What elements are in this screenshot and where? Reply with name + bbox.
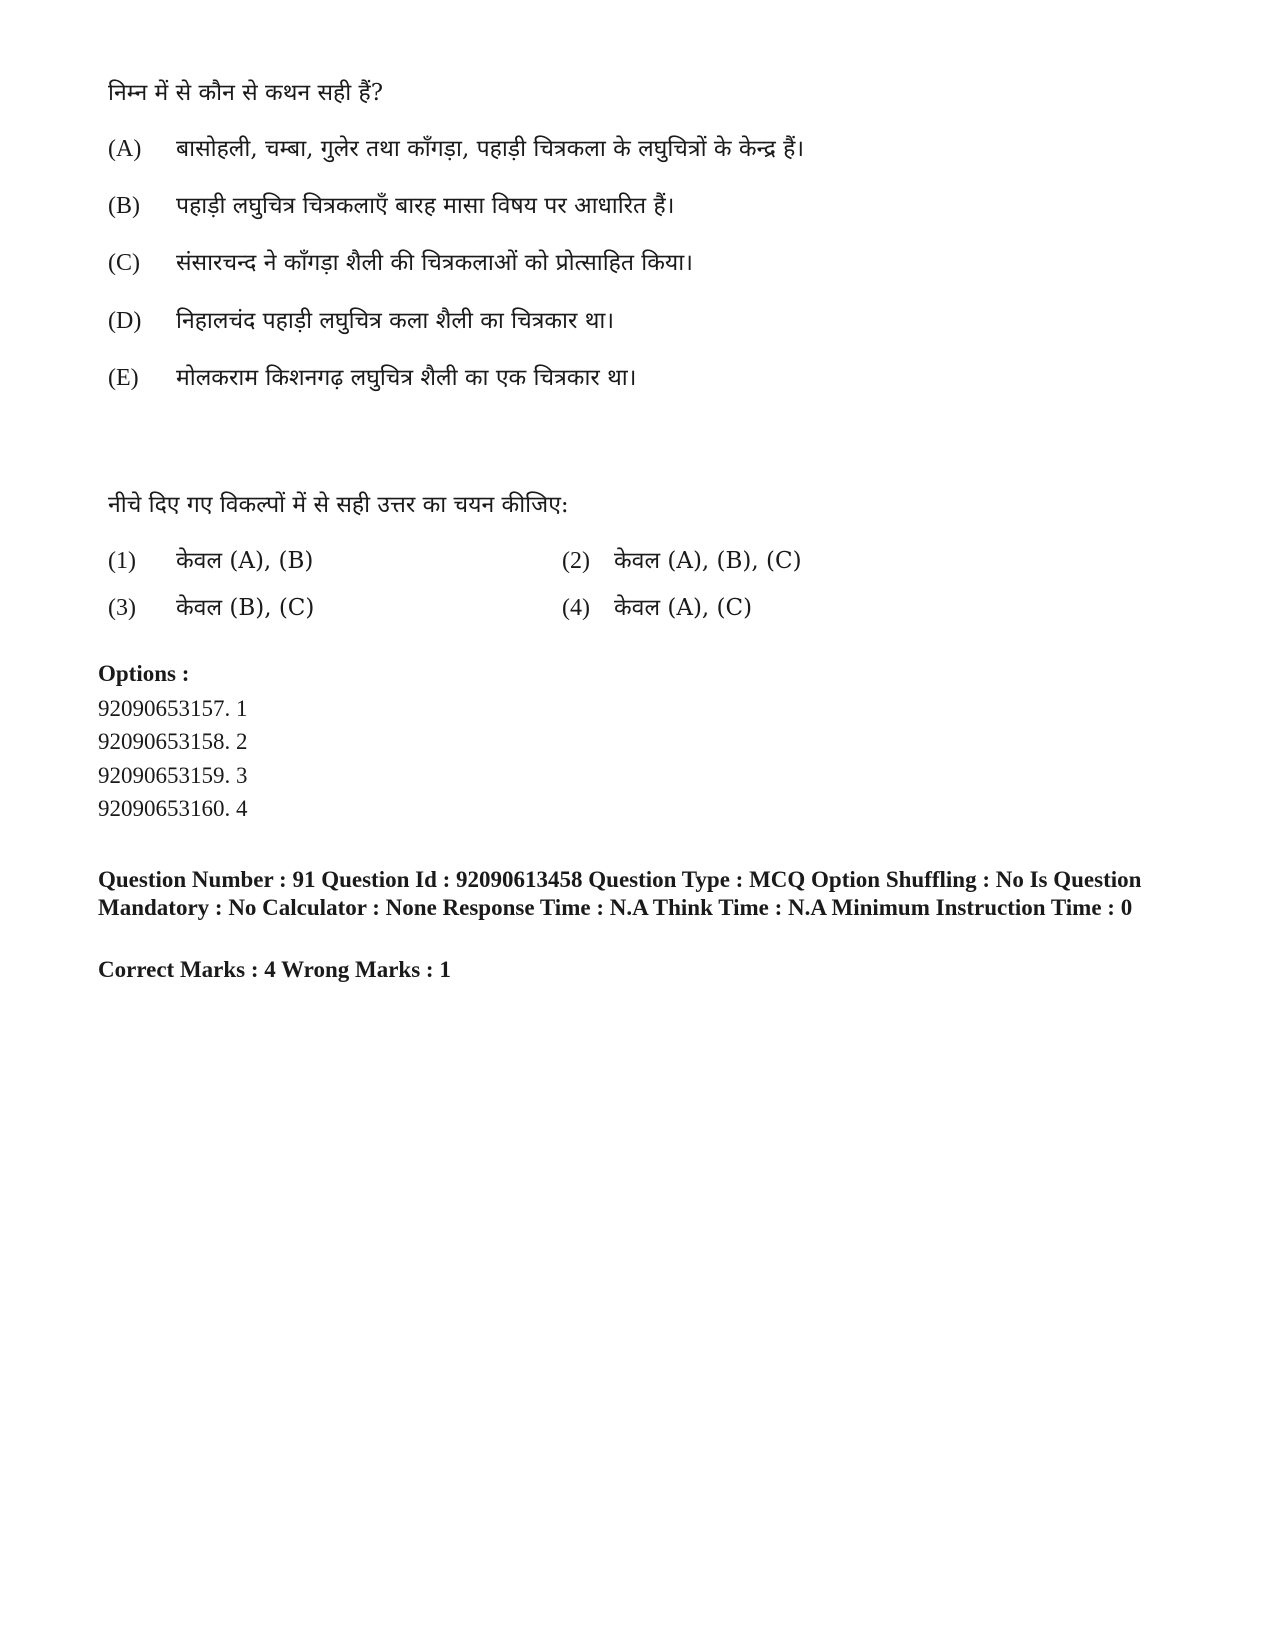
choice-text: केवल (B), (C) <box>176 595 315 621</box>
choice-number: (2) <box>562 548 590 574</box>
statement-label: (E) <box>108 365 139 391</box>
statement-label: (B) <box>108 193 140 219</box>
option-item: 92090653157. 1 <box>98 696 248 721</box>
statement-label: (C) <box>108 250 140 276</box>
statement-text: पहाड़ी लघुचित्र चित्रकलाएँ बारह मासा विषय पर आधारित हैं। <box>176 193 675 219</box>
statement-b <box>108 191 674 221</box>
options-title: Options : <box>98 661 190 686</box>
choice-4 <box>562 593 752 623</box>
choice-number: (4) <box>562 595 590 621</box>
choice-text: केवल (A), (C) <box>614 595 753 621</box>
choice-2 <box>562 546 802 576</box>
statement-e <box>108 363 637 393</box>
option-item: 92090653159. 3 <box>98 763 248 788</box>
statement-label: (A) <box>108 136 142 162</box>
option-item: 92090653160. 4 <box>98 796 248 821</box>
choice-3 <box>108 593 314 623</box>
question-meta: Question Number : 91 Question Id : 92090613458 Question Type : MCQ Option Shuffling : No Is Question Mandatory : No Calculator : None Response Time : N.A Think Time : N.A Minimum Instruction Time : 0 <box>98 867 1142 920</box>
option-item: 92090653158. 2 <box>98 729 248 754</box>
statement-text: निहालचंद पहाड़ी लघुचित्र कला शैली का चित्रकार था। <box>176 308 615 334</box>
statement-c <box>108 248 693 278</box>
choice-text: केवल (A), (B), (C) <box>614 548 802 574</box>
statement-text: संसारचन्द ने काँगड़ा शैली की चित्रकलाओं को प्रोत्साहित किया। <box>176 250 693 276</box>
statement-label: (D) <box>108 308 142 334</box>
statement-d <box>108 306 614 336</box>
choice-number: (3) <box>108 595 136 621</box>
statement-text: बासोहली, चम्बा, गुलेर तथा काँगड़ा, पहाड़ी चित्रकला के लघुचित्रों के केन्द्र हैं। <box>176 136 805 162</box>
choice-number: (1) <box>108 548 136 574</box>
answer-instruction: नीचे दिए गए विकल्पों में से सही उत्तर का चयन कीजिए: <box>108 492 569 518</box>
statement-text: मोलकराम किशनगढ़ लघुचित्र शैली का एक चित्रकार था। <box>176 365 637 391</box>
question-stem: निम्न में से कौन से कथन सही हैं? <box>108 80 384 106</box>
marks-info: Correct Marks : 4 Wrong Marks : 1 <box>98 957 451 982</box>
choice-1 <box>108 546 313 576</box>
choice-text: केवल (A), (B) <box>176 548 314 574</box>
statement-a <box>108 134 804 164</box>
